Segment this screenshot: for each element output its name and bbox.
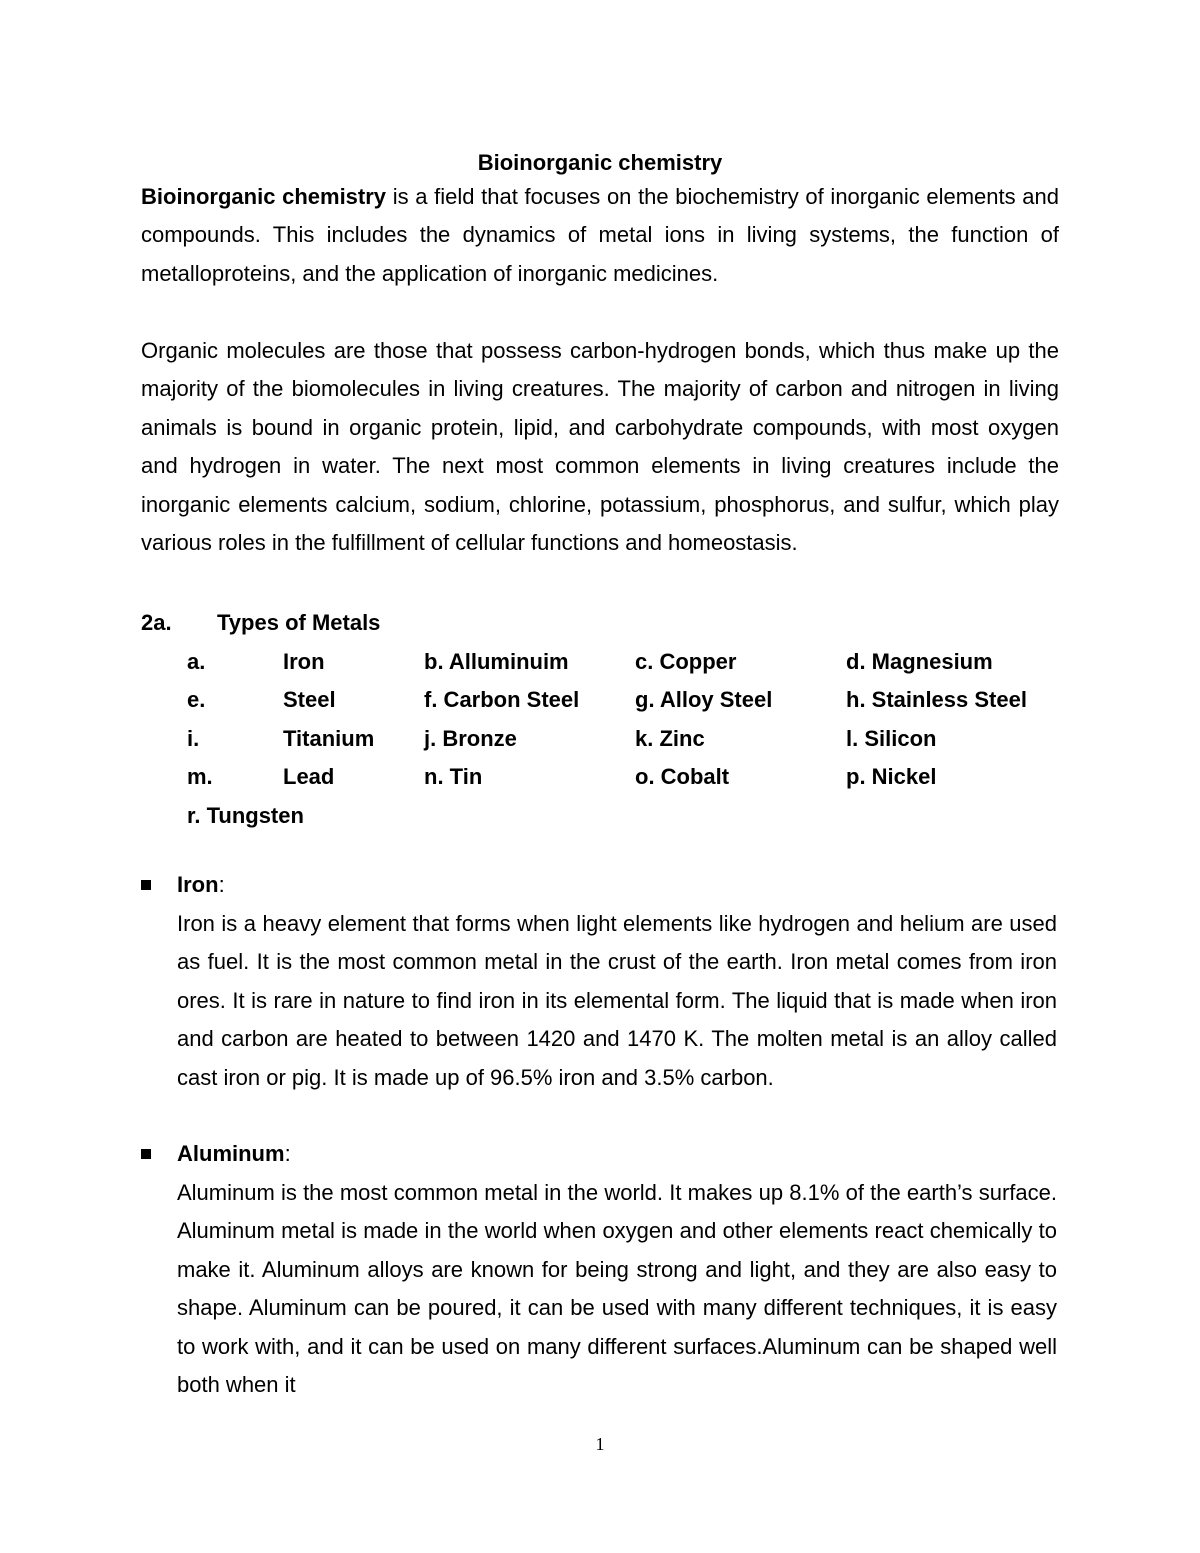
list-item: o. Cobalt [635,764,730,790]
list-item-letter: a. [187,649,206,674]
page-title: Bioinorganic chemistry [477,150,723,175]
list-item: Iron [283,649,325,674]
iron-heading-colon: : [218,872,225,897]
aluminum-paragraph: Aluminum is the most common metal in the world. It makes up 8.1% of the earth’s surface. Aluminum metal is made in the world when oxygen and other elements react chemically to make it. Aluminum alloys are known for being strong and light, and they are also easy to shape. Aluminum can be poured, it can be used with many different techniques, it is easy to work with, and it can be used on many different surfaces.Aluminum can be shaped well both when it [177,1180,1057,1398]
list-item-letter: i. [187,725,200,751]
list-item: b. Alluminuim [424,649,569,674]
page-number: 1 [595,1434,605,1454]
list-item: c. Copper [635,649,737,674]
list-item-letter: m. [187,764,213,790]
list-item: l. Silicon [846,725,937,751]
list-item: n. Tin [424,764,483,790]
intro-paragraph [141,178,1059,293]
square-bullet-icon [141,880,151,890]
intro-term: Bioinorganic chemistry [141,184,387,209]
list-item: d. Magnesium [846,649,993,674]
list-item: Lead [283,764,335,790]
list-item: f. Carbon Steel [424,687,580,713]
list-item: j. Bronze [424,725,517,751]
list-item: h. Stainless Steel [846,687,1027,713]
list-item-letter: e. [187,687,206,713]
aluminum-heading-label: Aluminum [177,1141,285,1166]
iron-paragraph: Iron is a heavy element that forms when light elements like hydrogen and helium are used as fuel. It is the most common metal in the crust of the earth. Iron metal comes from iron ores. It is rare in nature to find iron in its elemental form. The liquid that is made when iron and carbon are heated to between 1420 and 1470 K. The molten metal is an alloy called cast iron or pig. It is made up of 96.5% iron and 3.5% carbon. [177,911,1057,1090]
section-heading [141,604,380,642]
intro-text: is a field that focuses on the biochemistry of inorganic elements and compounds. This includes the dynamics of metal ions in living systems, the function of metalloproteins, and the application of inorganic medicines. [141,184,1059,286]
square-bullet-icon [141,1149,151,1159]
list-item: g. Alloy Steel [635,687,773,713]
list-item: k. Zinc [635,725,705,751]
organic-molecules-paragraph: Organic molecules are those that possess carbon-hydrogen bonds, which thus make up the majority of the biomolecules in living creatures. The majority of carbon and nitrogen in living animals is bound in organic protein, lipid, and carbohydrate compounds, with most oxygen and hydrogen in water. The next most common elements in living creatures include the inorganic elements calcium, sodium, chlorine, potassium, phosphorus, and sulfur, which play various roles in the fulfillment of cellular functions and homeostasis. [141,338,1059,556]
list-item: Steel [283,687,336,713]
section-title: Types of Metals [217,610,381,635]
aluminum-heading [177,1135,291,1173]
iron-heading [177,866,225,904]
list-item: r. Tungsten [187,802,304,828]
aluminum-heading-colon: : [284,1141,291,1166]
list-item: Titanium [283,725,375,751]
iron-heading-label: Iron [177,872,219,897]
section-number: 2a. [141,610,172,635]
list-item: p. Nickel [846,764,937,790]
